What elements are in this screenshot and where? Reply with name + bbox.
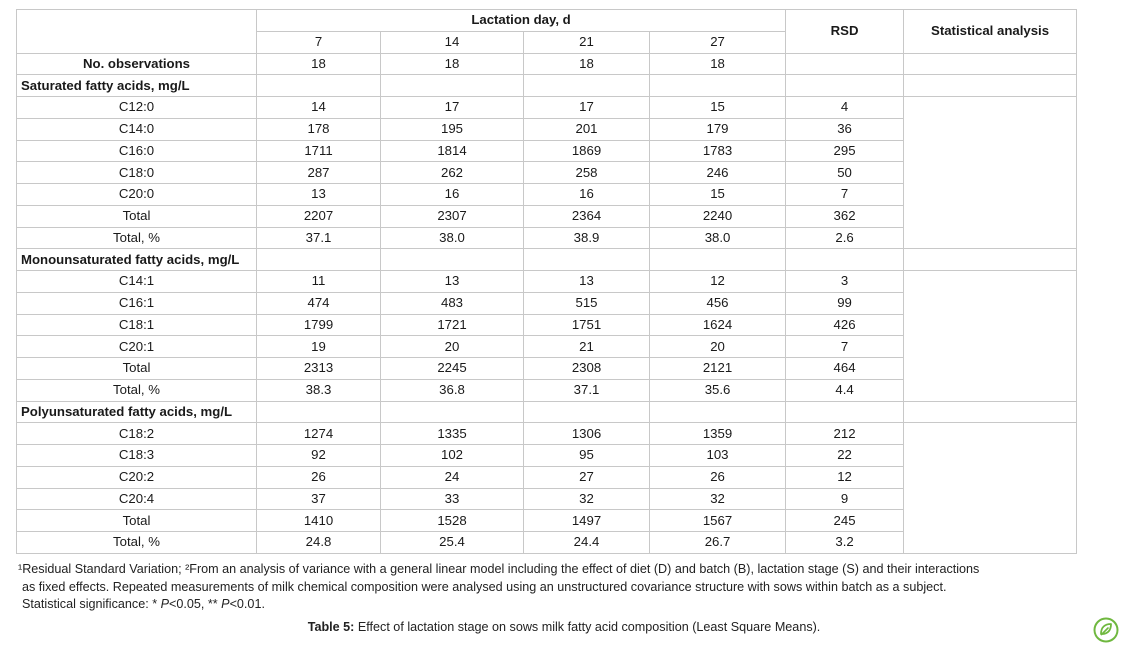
cell-value: 15 (650, 184, 786, 206)
section-header-empty-cell (524, 401, 650, 423)
stat-cell (904, 118, 1077, 140)
cell-value: 2364 (524, 205, 650, 227)
section-title: Polyunsaturated fatty acids, mg/L (17, 401, 257, 423)
header-row-1 (17, 10, 1077, 32)
stat-cell (904, 488, 1077, 510)
rsd-header: RSD (786, 10, 904, 54)
footnote (18, 561, 1088, 614)
stat-cell (904, 205, 1077, 227)
observations-label: No. observations (17, 53, 257, 75)
table-row (17, 184, 1077, 206)
cell-value: 2121 (650, 358, 786, 380)
stat-cell (904, 532, 1077, 554)
stat-cell (904, 314, 1077, 336)
cell-value: 102 (381, 445, 524, 467)
rsd-value: 12 (786, 466, 904, 488)
section-title: Saturated fatty acids, mg/L (17, 75, 257, 97)
cell-value: 1359 (650, 423, 786, 445)
cell-value: 92 (257, 445, 381, 467)
cell-value: 33 (381, 488, 524, 510)
table-row (17, 314, 1077, 336)
stat-cell (904, 358, 1077, 380)
cell-value: 1869 (524, 140, 650, 162)
cell-value: 1624 (650, 314, 786, 336)
cell-value: 1814 (381, 140, 524, 162)
rsd-value: 7 (786, 336, 904, 358)
rsd-value: 9 (786, 488, 904, 510)
section-header-empty-cell (904, 249, 1077, 271)
table-row (17, 488, 1077, 510)
section-header-empty-cell (786, 249, 904, 271)
stat-cell (904, 423, 1077, 445)
rsd-value: 4.4 (786, 379, 904, 401)
table-caption (0, 620, 1128, 634)
cell-value: 1497 (524, 510, 650, 532)
cell-value: 37.1 (257, 227, 381, 249)
lactation-day-header: Lactation day, d (257, 10, 786, 32)
cell-value: 38.9 (524, 227, 650, 249)
table-row (17, 118, 1077, 140)
rsd-value: 295 (786, 140, 904, 162)
cell-value: 38.3 (257, 379, 381, 401)
footnote-line-1: ¹Residual Standard Variation; ²From an analysis of variance with a general linear model including the effect of diet (D) and batch (B), lactation stage (S) and their interactions (18, 562, 980, 576)
cell-value: 95 (524, 445, 650, 467)
row-label: Total, % (17, 532, 257, 554)
cell-value: 1751 (524, 314, 650, 336)
stat-cell (904, 445, 1077, 467)
cell-value: 2245 (381, 358, 524, 380)
row-label: C20:0 (17, 184, 257, 206)
observations-value: 18 (650, 53, 786, 75)
section-header-empty-cell (904, 75, 1077, 97)
cell-value: 2313 (257, 358, 381, 380)
footnote-p-symbol: P (221, 597, 230, 611)
cell-value: 26 (257, 466, 381, 488)
row-label: C16:1 (17, 292, 257, 314)
section-header-empty-cell (650, 75, 786, 97)
observations-value: 18 (257, 53, 381, 75)
observations-stat (904, 53, 1077, 75)
row-label: Total, % (17, 379, 257, 401)
cell-value: 37 (257, 488, 381, 510)
caption-text: Effect of lactation stage on sows milk fatty acid composition (Least Square Means). (354, 620, 821, 634)
cell-value: 19 (257, 336, 381, 358)
cell-value: 24.8 (257, 532, 381, 554)
cell-value: 483 (381, 292, 524, 314)
table-row (17, 205, 1077, 227)
row-label: C12:0 (17, 97, 257, 119)
row-label: Total, % (17, 227, 257, 249)
cell-value: 32 (524, 488, 650, 510)
row-label: Total (17, 205, 257, 227)
cell-value: 27 (524, 466, 650, 488)
table-row (17, 379, 1077, 401)
table-row (17, 162, 1077, 184)
cell-value: 1567 (650, 510, 786, 532)
row-label: Total (17, 510, 257, 532)
table-row (17, 227, 1077, 249)
leaf-logo-icon (1093, 617, 1119, 643)
header-corner (17, 10, 257, 32)
row-label: C16:0 (17, 140, 257, 162)
cell-value: 1799 (257, 314, 381, 336)
footnote-significance-end: <0.01. (229, 597, 265, 611)
table-row (17, 140, 1077, 162)
rsd-value: 362 (786, 205, 904, 227)
section-header-empty-cell (381, 249, 524, 271)
section-header-empty-cell (786, 75, 904, 97)
observations-value: 18 (381, 53, 524, 75)
stat-cell (904, 184, 1077, 206)
cell-value: 456 (650, 292, 786, 314)
cell-value: 1274 (257, 423, 381, 445)
cell-value: 1711 (257, 140, 381, 162)
stat-cell (904, 336, 1077, 358)
observations-value: 18 (524, 53, 650, 75)
rsd-value: 22 (786, 445, 904, 467)
cell-value: 16 (381, 184, 524, 206)
cell-value: 515 (524, 292, 650, 314)
cell-value: 262 (381, 162, 524, 184)
table-row (17, 510, 1077, 532)
cell-value: 26.7 (650, 532, 786, 554)
day-header: 14 (381, 31, 524, 53)
cell-value: 1528 (381, 510, 524, 532)
section-header-empty-cell (257, 249, 381, 271)
cell-value: 20 (650, 336, 786, 358)
stat-cell (904, 292, 1077, 314)
cell-value: 13 (257, 184, 381, 206)
section-header-empty-cell (257, 401, 381, 423)
rsd-value: 50 (786, 162, 904, 184)
rsd-value: 4 (786, 97, 904, 119)
rsd-value: 3 (786, 271, 904, 293)
stat-analysis-header: Statistical analysis (904, 10, 1077, 54)
cell-value: 38.0 (381, 227, 524, 249)
row-label: C14:1 (17, 271, 257, 293)
cell-value: 258 (524, 162, 650, 184)
section-header-row (17, 75, 1077, 97)
cell-value: 201 (524, 118, 650, 140)
cell-value: 2307 (381, 205, 524, 227)
stat-cell (904, 162, 1077, 184)
footnote-line-2: as fixed effects. Repeated measurements of milk chemical composition were analysed using an unstructured covariance structure with sows within batch as a subject. (22, 579, 947, 594)
table-row (17, 336, 1077, 358)
cell-value: 246 (650, 162, 786, 184)
table-row (17, 532, 1077, 554)
cell-value: 24.4 (524, 532, 650, 554)
stat-cell (904, 379, 1077, 401)
cell-value: 474 (257, 292, 381, 314)
cell-value: 38.0 (650, 227, 786, 249)
cell-value: 2240 (650, 205, 786, 227)
section-header-row (17, 249, 1077, 271)
day-header: 27 (650, 31, 786, 53)
rsd-value: 36 (786, 118, 904, 140)
table-row (17, 423, 1077, 445)
cell-value: 14 (257, 97, 381, 119)
cell-value: 195 (381, 118, 524, 140)
table-row (17, 271, 1077, 293)
row-label: C20:4 (17, 488, 257, 510)
row-label: C14:0 (17, 118, 257, 140)
cell-value: 287 (257, 162, 381, 184)
day-header: 7 (257, 31, 381, 53)
section-header-empty-cell (257, 75, 381, 97)
cell-value: 103 (650, 445, 786, 467)
fatty-acid-table (16, 9, 1077, 554)
row-label: C18:0 (17, 162, 257, 184)
row-label: C20:1 (17, 336, 257, 358)
rsd-value: 2.6 (786, 227, 904, 249)
cell-value: 11 (257, 271, 381, 293)
observations-row (17, 53, 1077, 75)
header-corner-lower (17, 31, 257, 53)
rsd-value: 245 (786, 510, 904, 532)
table-row (17, 466, 1077, 488)
stat-cell (904, 466, 1077, 488)
row-label: C18:3 (17, 445, 257, 467)
table-row (17, 358, 1077, 380)
cell-value: 12 (650, 271, 786, 293)
cell-value: 1410 (257, 510, 381, 532)
cell-value: 1335 (381, 423, 524, 445)
cell-value: 13 (381, 271, 524, 293)
footnote-p-symbol: P (160, 597, 169, 611)
stat-cell (904, 271, 1077, 293)
stat-cell (904, 97, 1077, 119)
footnote-significance-mid: <0.05, ** (169, 597, 222, 611)
footnote-line-3 (18, 596, 1088, 614)
rsd-value: 99 (786, 292, 904, 314)
table-row (17, 445, 1077, 467)
rsd-value: 7 (786, 184, 904, 206)
section-header-empty-cell (904, 401, 1077, 423)
section-header-empty-cell (524, 249, 650, 271)
stat-cell (904, 227, 1077, 249)
rsd-value: 3.2 (786, 532, 904, 554)
section-header-empty-cell (381, 401, 524, 423)
section-header-empty-cell (650, 249, 786, 271)
cell-value: 35.6 (650, 379, 786, 401)
cell-value: 21 (524, 336, 650, 358)
cell-value: 2207 (257, 205, 381, 227)
cell-value: 17 (524, 97, 650, 119)
cell-value: 24 (381, 466, 524, 488)
rsd-value: 426 (786, 314, 904, 336)
table-row (17, 97, 1077, 119)
stat-cell (904, 510, 1077, 532)
row-label: C18:1 (17, 314, 257, 336)
observations-rsd (786, 53, 904, 75)
section-header-empty-cell (381, 75, 524, 97)
section-header-empty-cell (786, 401, 904, 423)
row-label: Total (17, 358, 257, 380)
cell-value: 15 (650, 97, 786, 119)
caption-label: Table 5: (307, 620, 355, 634)
rsd-value: 212 (786, 423, 904, 445)
cell-value: 36.8 (381, 379, 524, 401)
cell-value: 16 (524, 184, 650, 206)
rsd-value: 464 (786, 358, 904, 380)
cell-value: 1306 (524, 423, 650, 445)
cell-value: 1721 (381, 314, 524, 336)
table-row (17, 292, 1077, 314)
cell-value: 17 (381, 97, 524, 119)
row-label: C18:2 (17, 423, 257, 445)
cell-value: 25.4 (381, 532, 524, 554)
cell-value: 2308 (524, 358, 650, 380)
day-header: 21 (524, 31, 650, 53)
section-header-row (17, 401, 1077, 423)
stat-cell (904, 140, 1077, 162)
section-title: Monounsaturated fatty acids, mg/L (17, 249, 257, 271)
cell-value: 20 (381, 336, 524, 358)
cell-value: 179 (650, 118, 786, 140)
cell-value: 37.1 (524, 379, 650, 401)
cell-value: 26 (650, 466, 786, 488)
cell-value: 1783 (650, 140, 786, 162)
cell-value: 178 (257, 118, 381, 140)
cell-value: 13 (524, 271, 650, 293)
cell-value: 32 (650, 488, 786, 510)
footnote-significance-prefix: Statistical significance: * (22, 597, 161, 611)
row-label: C20:2 (17, 466, 257, 488)
section-header-empty-cell (650, 401, 786, 423)
section-header-empty-cell (524, 75, 650, 97)
